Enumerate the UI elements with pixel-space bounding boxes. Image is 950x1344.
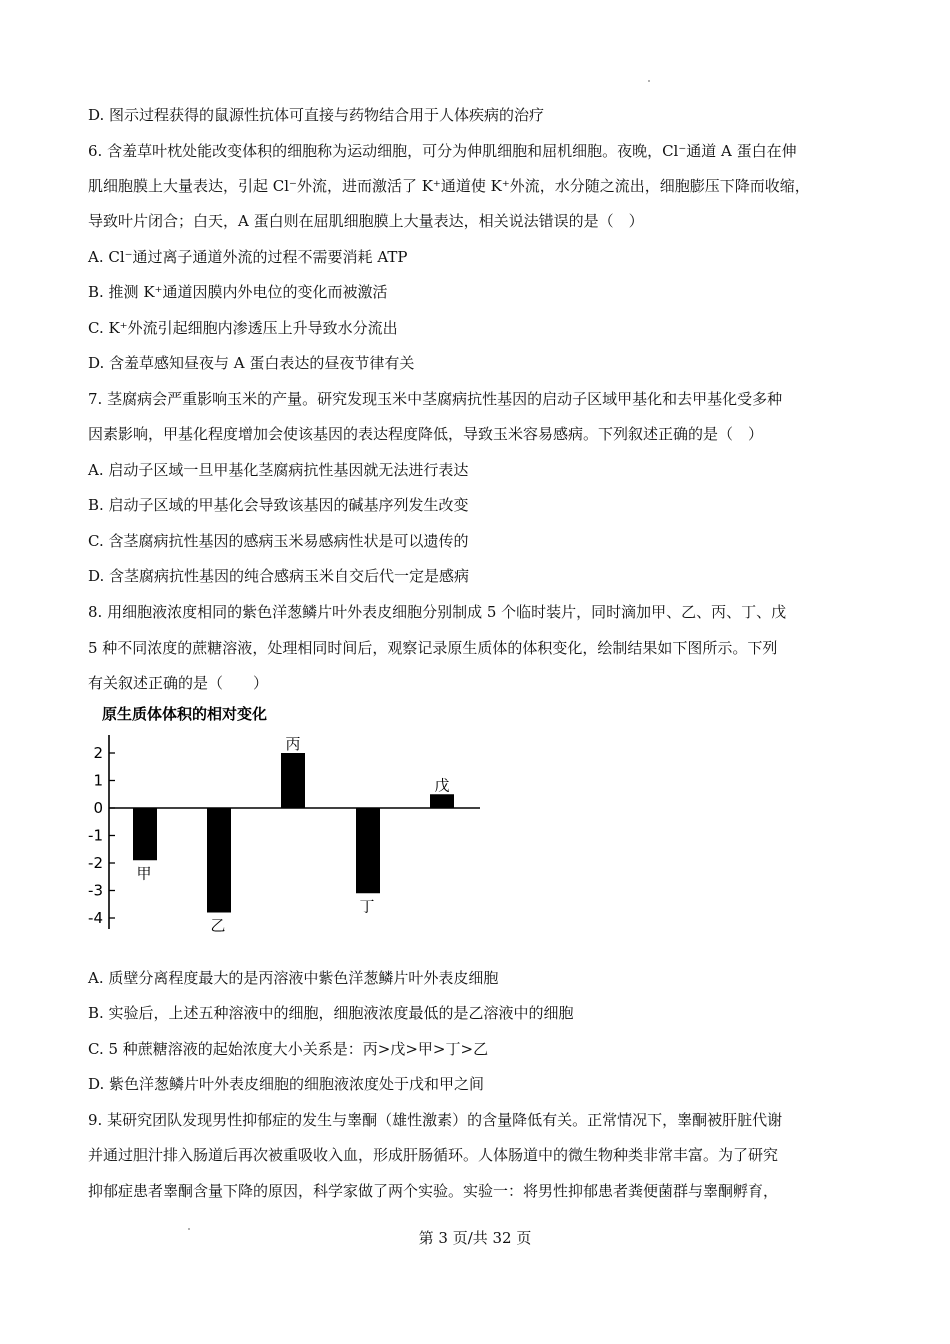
bar-3 [281,753,305,808]
text-line: D. 含羞草感知昼夜与 A 蛋白表达的昼夜节律有关 [88,354,415,372]
text-line: 导致叶片闭合；白天，A 蛋白则在屈肌细胞膜上大量表达，相关说法错误的是（ ） [88,212,644,230]
text-line: 并通过胆汁排入肠道后再次被重吸收入血，形成肝肠循环。人体肠道中的微生物种类非常丰富。为了研究 [88,1146,779,1164]
y-tick-label: -2 [88,854,103,872]
text-line: A. Cl⁻通过离子通道外流的过程不需要消耗 ATP [88,248,408,266]
bar-label: 乙 [210,916,226,935]
scan-dot [188,1228,190,1230]
text-line: C. K⁺外流引起细胞内渗透压上升导致水分流出 [88,319,398,337]
text-line: D. 含茎腐病抗性基因的纯合感病玉米自交后代一定是感病 [88,567,470,585]
scan-dot [648,80,650,82]
bar-chart [88,700,508,950]
y-tick-label: 0 [93,799,103,817]
bar-5 [430,794,454,808]
chart-svg [88,700,508,950]
y-tick-label: -4 [88,909,103,927]
bar-2 [207,808,231,913]
text-line: 8. 用细胞液浓度相同的紫色洋葱鳞片叶外表皮细胞分别制成 5 个临时装片，同时滴加甲、乙、丙、丁、戊 [88,603,787,621]
text-line: A. 启动子区域一旦甲基化茎腐病抗性基因就无法进行表达 [88,461,469,479]
text-line: B. 实验后，上述五种溶液中的细胞，细胞液浓度最低的是乙溶液中的细胞 [88,1004,574,1022]
y-tick-label: 2 [93,744,103,762]
text-line: D. 图示过程获得的鼠源性抗体可直接与药物结合用于人体疾病的治疗 [88,106,545,124]
bar-4 [356,808,380,893]
page-footer: 第 3 页/共 32 页 [418,1229,532,1247]
y-tick-label: -3 [88,881,103,900]
text-line: 肌细胞膜上大量表达，引起 Cl⁻外流，进而激活了 K⁺通道使 K⁺外流，水分随之流出，细胞膨压下降而收缩， [88,177,810,195]
text-line: A. 质壁分离程度最大的是丙溶液中紫色洋葱鳞片叶外表皮细胞 [88,969,499,987]
text-line: 9. 某研究团队发现男性抑郁症的发生与睾酮（雄性激素）的含量降低有关。正常情况下，睾酮被肝脏代谢 [88,1111,783,1129]
text-line: C. 5 种蔗糖溶液的起始浓度大小关系是：丙>戊>甲>丁>乙 [88,1040,489,1058]
text-line: 有关叙述正确的是（ ） [88,674,269,692]
text-line: C. 含茎腐病抗性基因的感病玉米易感病性状是可以遗传的 [88,532,469,550]
y-tick-label: 1 [93,771,103,790]
text-line: D. 紫色洋葱鳞片叶外表皮细胞的细胞液浓度处于戊和甲之间 [88,1075,485,1093]
text-line: 因素影响，甲基化程度增加会使该基因的表达程度降低，导致玉米容易感病。下列叙述正确的是（ ） [88,425,764,443]
text-line: 抑郁症患者睾酮含量下降的原因，科学家做了两个实验。实验一：将男性抑郁患者粪便菌群与睾酮孵育， [88,1182,779,1200]
bar-label: 丁 [359,897,375,916]
text-line: B. 启动子区域的甲基化会导致该基因的碱基序列发生改变 [88,496,469,514]
text-line: 5 种不同浓度的蔗糖溶液，处理相同时间后，观察记录原生质体的体积变化，绘制结果如下图所示。下列 [88,639,778,657]
y-tick-label: -1 [88,826,103,845]
bar-label: 丙 [285,735,301,753]
text-line: B. 推测 K⁺通道因膜内外电位的变化而被激活 [88,283,388,301]
chart-title: 原生质体体积的相对变化 [102,705,268,723]
text-line: 6. 含羞草叶枕处能改变体积的细胞称为运动细胞，可分为伸肌细胞和屈机细胞。夜晚，Cl⁻通道 A 蛋白在伸 [88,142,797,160]
bar-label: 甲 [136,864,152,883]
bar-1 [133,808,157,860]
bar-label: 戊 [434,776,450,795]
text-line: 7. 茎腐病会严重影响玉米的产量。研究发现玉米中茎腐病抗性基因的启动子区域甲基化和去甲基化受多种 [88,390,783,408]
